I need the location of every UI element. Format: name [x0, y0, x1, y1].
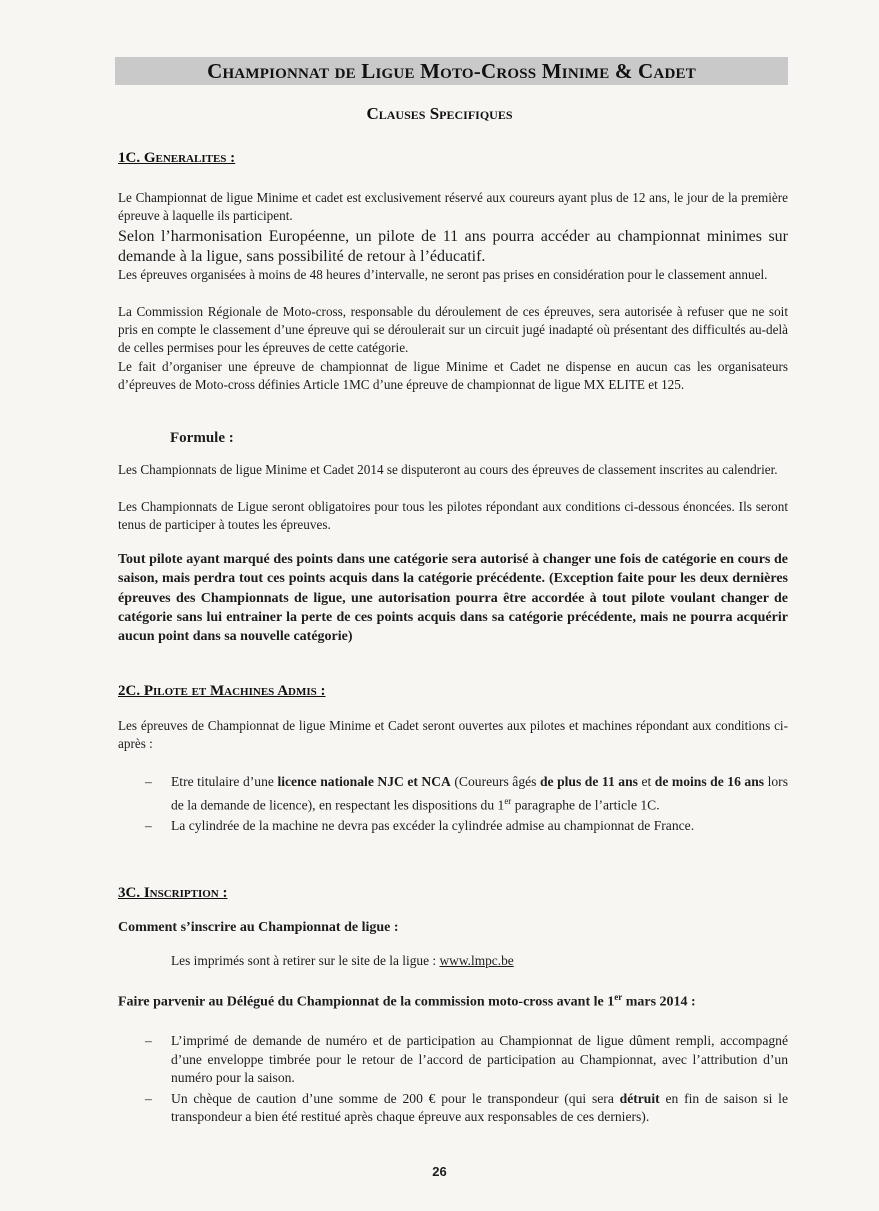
section-1-paragraph-5: Le fait d’organiser une épreuve de championnat de ligue Minime et Cadet ne dispense en aucun cas les organisateurs d’épreuves de Moto-cross définies Article 1MC d’une épreuve de championnat de ligue MX ELITE et 125. — [118, 359, 788, 393]
text: paragraphe de l’article 1C. — [511, 797, 660, 813]
text: et — [637, 774, 655, 789]
min-age: de plus de 11 ans — [539, 774, 638, 789]
page-subtitle: Clauses Specifiques — [366, 104, 513, 123]
section-1-paragraph-3: Les épreuves organisées à moins de 48 heures d’intervalle, ne seront pas prises en considération pour le classement annuel. — [118, 267, 768, 282]
dash-bullet: – — [145, 817, 152, 833]
superscript: er — [614, 992, 623, 1002]
formule-paragraph-1: Les Championnats de ligue Minime et Cadet 2014 se disputeront au cours des épreuves de classement inscrites au calendrier. — [118, 462, 778, 477]
section-1-paragraph-1: Le Championnat de ligue Minime et cadet est exclusivement réservé aux coureurs ayant plus de 12 ans, le jour de la première épreuve à laquelle ils participent. — [118, 190, 788, 224]
section-1-paragraph-4: La Commission Régionale de Moto-cross, responsable du déroulement de ces épreuves, sera autorisée à refuser que ne soit pris en compte le classement d’une épreuve qui se déroulerait sur un circuit jugé inadapté où présentant des difficultés au-delà de celles permises pour les épreuves de cette catégorie. — [118, 304, 788, 356]
text: mars 2014 : — [622, 994, 696, 1010]
list-item — [145, 817, 788, 836]
list-item — [145, 773, 788, 815]
section-2-intro: Les épreuves de Championnat de ligue Minime et Cadet seront ouvertes aux pilotes et machines répondant aux conditions ci-après : — [118, 718, 788, 752]
text: lors de la demande de licence), en respectant les dispositions du 1 — [171, 774, 788, 813]
dash-bullet: – — [145, 774, 152, 789]
emphasis: détruit — [619, 1090, 660, 1106]
page-number: 26 — [432, 1164, 447, 1179]
text: Un chèque de caution d’une somme de 200 € pour le transpondeur (qui sera — [171, 1090, 620, 1106]
text: La cylindrée de la machine ne devra pas excéder la cylindrée admise au championnat de France. — [171, 817, 695, 833]
section-1-heading: 1C. Generalites : — [118, 150, 236, 166]
section-3-requirements-list — [145, 1032, 788, 1129]
formule-paragraph-2: Les Championnats de Ligue seront obligatoires pour tous les pilotes répondant aux conditions ci-dessous énoncées. Ils seront tenus de participer à toutes les épreuves. — [118, 499, 788, 533]
text: Les imprimés sont à retirer sur le site de la ligue : — [171, 953, 440, 968]
page-title: Championnat de Ligue Moto-Cross Minime & Cadet — [115, 57, 788, 85]
text: en fin de saison si le transpondeur a bien été restitué après chaque épreuve aux responsables de ces derniers). — [171, 1090, 788, 1124]
section-1-paragraph-2: Selon l’harmonisation Européenne, un pilote de 11 ans pourra accéder au championnat minimes sur demande à la ligue, sans possibilité de retour à l’éducatif. — [118, 228, 788, 265]
max-age: de moins de 16 ans — [654, 774, 765, 789]
list-item — [145, 1032, 788, 1088]
section-2-heading: 2C. Pilote et Machines Admis : — [118, 683, 326, 699]
registration-deadline — [118, 988, 788, 1012]
category-change-rule: Tout pilote ayant marqué des points dans une catégorie sera autorisé à changer une fois de catégorie en cours de saison, mais perdra tout ces points acquis dans la catégorie précédente. (Exception faite pour les deux dernières épreuves des Championnats de ligue, une autorisation pourra être accordée à tout pilote voulant changer de catégorie sans lui entrainer la perte de ces points acquis dans sa catégorie précédente, mais ne pourra acquérir aucun point dans sa nouvelle catégorie) — [118, 552, 788, 645]
dash-bullet: – — [145, 1090, 152, 1106]
license-type: licence nationale NJC et NCA — [277, 774, 451, 789]
text: Faire parvenir au Délégué du Championnat de la commission moto-cross avant le 1 — [118, 994, 615, 1010]
superscript: er — [504, 795, 512, 806]
registration-site-line — [171, 952, 514, 970]
list-item — [145, 1090, 788, 1127]
text: L’imprimé de demande de numéro et de participation au Championnat de ligue dûment rempli, accompagné d’une enveloppe timbrée pour le retour de l’accord de participation au Championnat, avec l’attribution d’un numéro pour la saison. — [171, 1033, 788, 1085]
section-3-heading: 3C. Inscription : — [118, 885, 228, 901]
dash-bullet: – — [145, 1033, 152, 1048]
text: (Coureurs âgés — [450, 774, 540, 789]
formule-label: Formule : — [170, 430, 234, 446]
section-2-conditions-list — [145, 773, 788, 837]
league-website-link[interactable]: www.lmpc.be — [439, 953, 514, 968]
registration-question: Comment s’inscrire au Championnat de ligue : — [118, 920, 399, 935]
text: Etre titulaire d’une — [171, 774, 278, 789]
